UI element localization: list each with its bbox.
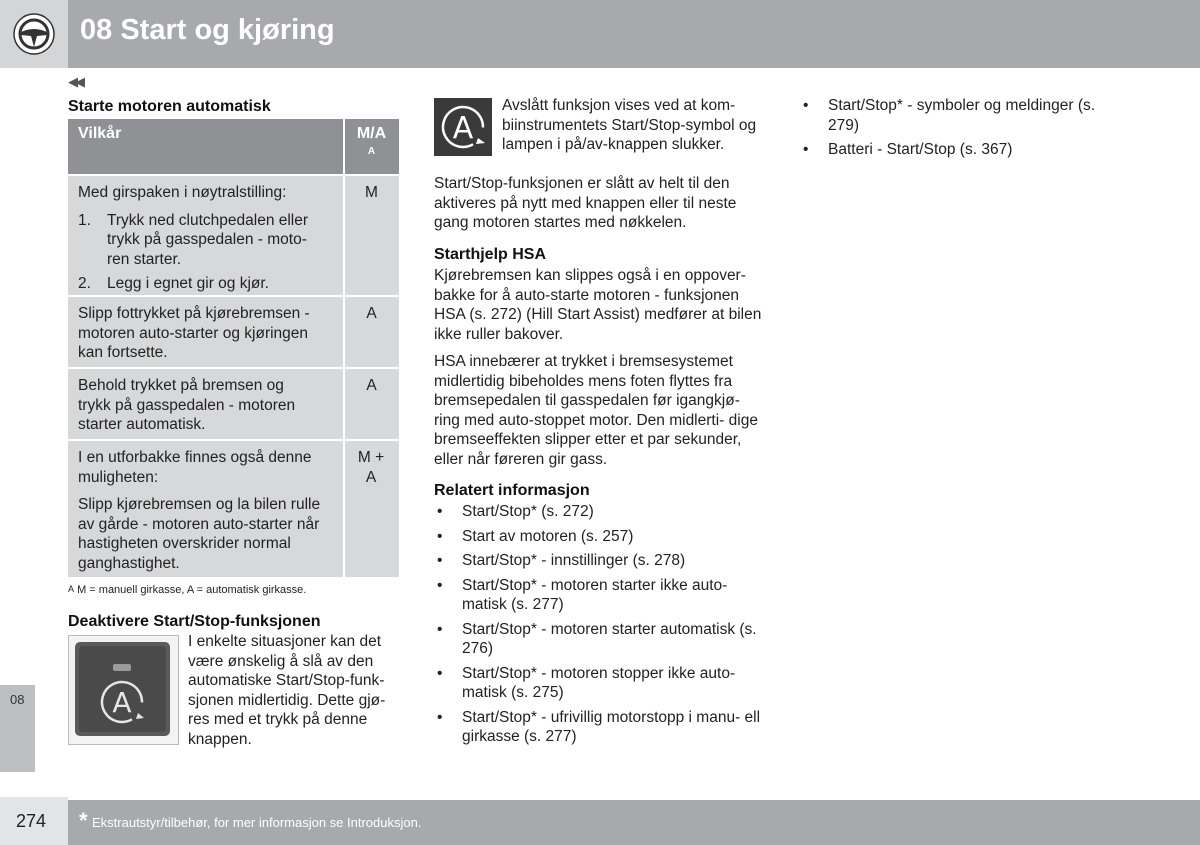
back-arrows-icon[interactable]: ◀◀ [68,74,82,89]
related-link[interactable]: • Batteri - Start/Stop (s. 367) [803,141,1013,158]
row-value: M [365,184,378,201]
svg-text:A: A [112,686,132,719]
related-link[interactable]: • Start av motoren (s. 257) [437,527,634,545]
table-row [68,441,399,577]
related-link[interactable]: • Start/Stop* - symboler og meldinger (s. 279) [803,97,1096,134]
footer-star: * [79,808,88,833]
page-number: 274 [16,811,47,831]
table-header-footnote-mark: A [367,146,376,157]
paragraph: Start/Stop-funksjonen er slått av helt til den aktiveres på nytt med knappen eller til neste gang motoren startes med nøkkelen. [434,175,737,231]
list-item: 2. Legg i egnet gir og kjør. [78,275,269,292]
start-stop-symbol [434,98,492,156]
row-intro: Med girspaken i nøytralstilling: [78,184,287,201]
hsa-heading: Starthjelp HSA [434,246,547,263]
related-link[interactable]: • Start/Stop* - ufrivillig motorstopp i manu- ell girkasse (s. 277) [437,708,761,745]
section-heading: Starte motoren automatisk [68,98,271,115]
paragraph: HSA innebærer at trykket i bremsesystemet midlertidig bibeholdes mens foten flyttes fra bremsepedalen til gasspedalen før igangkjø- ring med auto-stoppet motor. Den midlerti- dige bremseeffekten slipper etter et par sekunder, eller når føreren gir gass. [434,353,758,468]
chapter-side-tab-label: 08 [10,692,25,707]
row-text: Slipp fottrykket på kjørebremsen - motoren auto-starter og kjøringen kan fortsette. [78,305,310,361]
related-list-continued [800,96,1100,165]
svg-text:A: A [452,111,474,146]
deactivate-text: I enkelte situasjoner kan det være ønskelig å slå av den automatiske Start/Stop-funk- sjonen midlertidig. Dette gjø- res med et trykk på denne knappen. [188,633,386,748]
paragraph: Kjørebremsen kan slippes også i en oppover- bakke for å auto-starte motoren - funksjonen HSA (s. 272) (Hill Start Assist) medfører at bilen ikke ruller bakover. [434,267,762,343]
page-title: 08 Start og kjøring [80,14,335,46]
related-heading: Relatert informasjon [434,482,590,499]
table-footnote: $^A$ M = manuell girkasse, A = automatisk girkasse. [68,584,307,596]
related-link[interactable]: • Start/Stop* - motoren starter automatisk (s. 276) [437,620,757,657]
icon-description: Avslått funksjon vises ved at kom- biinstrumentets Start/Stop-symbol og lampen i på/av-knappen slukker. [502,97,757,153]
conditions-table [68,119,399,577]
row-text: Behold trykket på bremsen og trykk på gasspedalen - motoren starter automatisk. [78,377,296,433]
related-list [434,502,769,752]
list-item: 1. Trykk ned clutchpedalen eller trykk på gasspedalen - moto- ren starter. [78,211,309,268]
table-header-ma: M/A [356,125,387,142]
row-value: A [366,305,377,322]
related-link[interactable]: • Start/Stop* (s. 272) [437,503,594,520]
related-link[interactable]: • Start/Stop* - motoren stopper ikke auto- matisk (s. 275) [437,664,736,701]
start-stop-auto-icon [434,98,492,156]
table-row [68,369,399,441]
footer-note: Ekstrautstyr/tilbehør, for mer informasjon se Introduksjon. [92,815,422,830]
table-row [68,176,399,297]
steering-wheel-icon [13,13,55,55]
row-value: A [366,377,377,394]
row-value: M + A [357,449,385,486]
table-header [68,119,399,176]
row-text: Slipp kjørebremsen og la bilen rulle av gårde - motoren auto-starter når hastigheten overskrider normal ganghastighet. [78,496,321,572]
deactivate-heading: Deaktivere Start/Stop-funksjonen [68,613,321,630]
start-stop-button-picture [68,635,179,745]
table-row [68,297,399,369]
table-header-condition: Vilkår [78,125,122,142]
row-text: I en utforbakke finnes også denne muligheten: [78,449,312,486]
start-stop-button-icon [69,636,176,742]
related-link[interactable]: • Start/Stop* - motoren starter ikke auto- matisk (s. 277) [437,576,728,613]
related-link[interactable]: • Start/Stop* - innstillinger (s. 278) [437,552,686,569]
